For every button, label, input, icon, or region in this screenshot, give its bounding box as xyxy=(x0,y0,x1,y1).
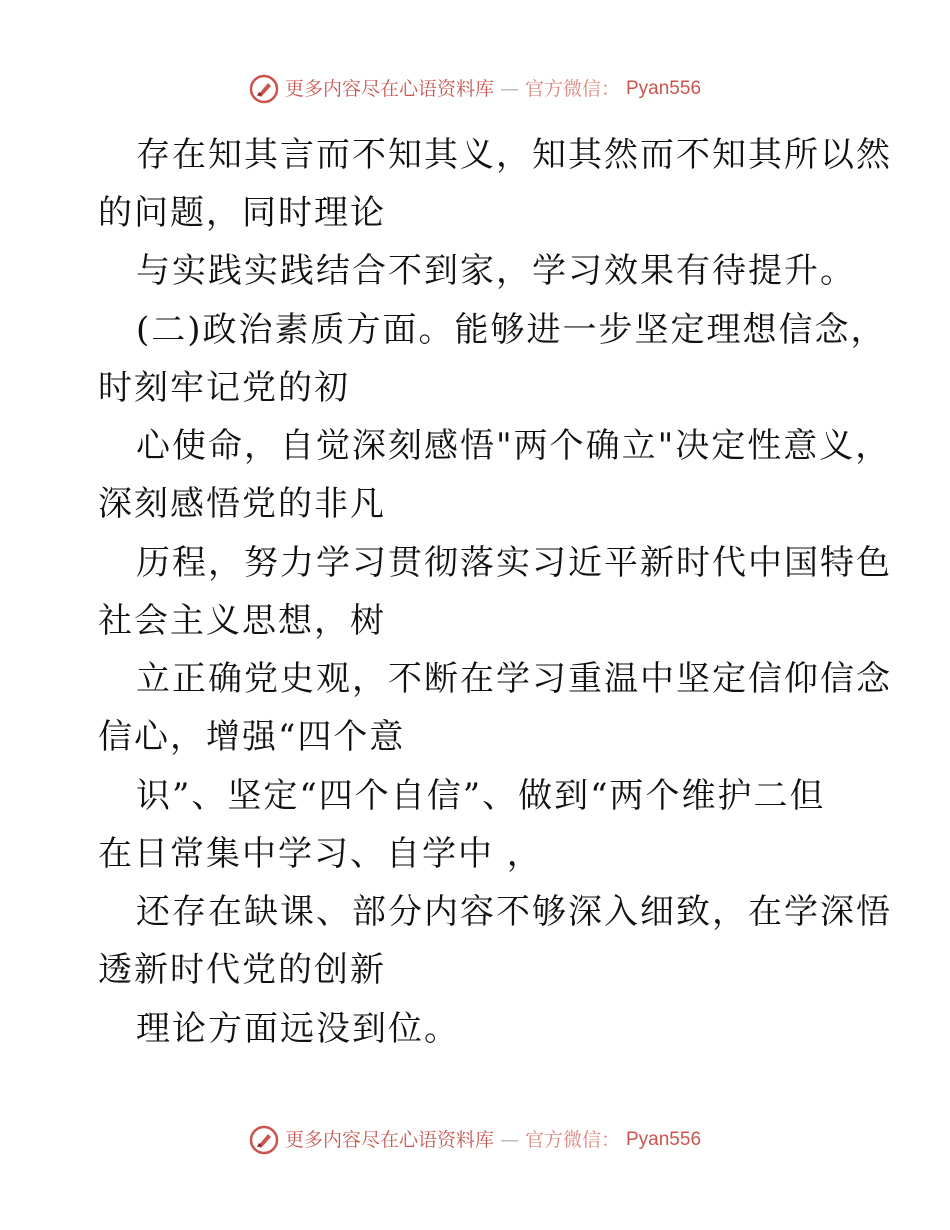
header-watermark xyxy=(0,74,950,104)
body-line: 识”、坚定“四个自信”、做到“两个维护二但 xyxy=(136,776,826,816)
body-line: (二)政治素质方面。能够进一步坚定理想信念， xyxy=(136,310,887,350)
body-line: 理论方面远没到位。 xyxy=(136,1009,460,1049)
watermark-wechat-id: Pyan556 xyxy=(626,78,702,99)
body-line: 的问题，同时理论 xyxy=(98,193,386,233)
body-line: 透新时代党的创新 xyxy=(98,950,386,990)
body-line: 存在知其言而不知其义，知其然而不知其所以然 xyxy=(136,135,892,175)
watermark-wechat-label: 官方微信： xyxy=(524,1129,620,1151)
watermark-text: 更多内容尽在心语资料库 xyxy=(284,1129,494,1151)
body-line: 还存在缺课、部分内容不够深入细致，在学深悟 xyxy=(136,892,892,932)
watermark-separator: — xyxy=(499,1129,519,1151)
body-line: 深刻感悟党的非凡 xyxy=(98,484,386,524)
body-line: 与实践实践结合不到家，学习效果有待提升。 xyxy=(136,251,856,291)
body-line: 立正确党史观，不断在学习重温中坚定信仰信念 xyxy=(136,659,892,699)
watermark-wechat-label: 官方微信： xyxy=(524,78,620,100)
watermark-text: 更多内容尽在心语资料库 xyxy=(284,78,494,100)
footer-watermark xyxy=(0,1125,950,1155)
pen-logo-icon xyxy=(249,1125,279,1155)
watermark-separator: — xyxy=(499,78,519,100)
body-line: 时刻牢记党的初 xyxy=(98,368,350,408)
body-line: 信心，增强“四个意 xyxy=(98,717,406,757)
pen-logo-icon xyxy=(249,74,279,104)
body-line: 在日常集中学习、自学中 ， xyxy=(98,834,543,874)
body-line: 社会主义思想，树 xyxy=(98,601,386,641)
body-line: 历程，努力学习贯彻落实习近平新时代中国特色 xyxy=(136,543,892,583)
body-line: 心使命，自觉深刻感悟"两个确立"决定性意义， xyxy=(136,426,892,466)
watermark-wechat-id: Pyan556 xyxy=(626,1129,702,1150)
